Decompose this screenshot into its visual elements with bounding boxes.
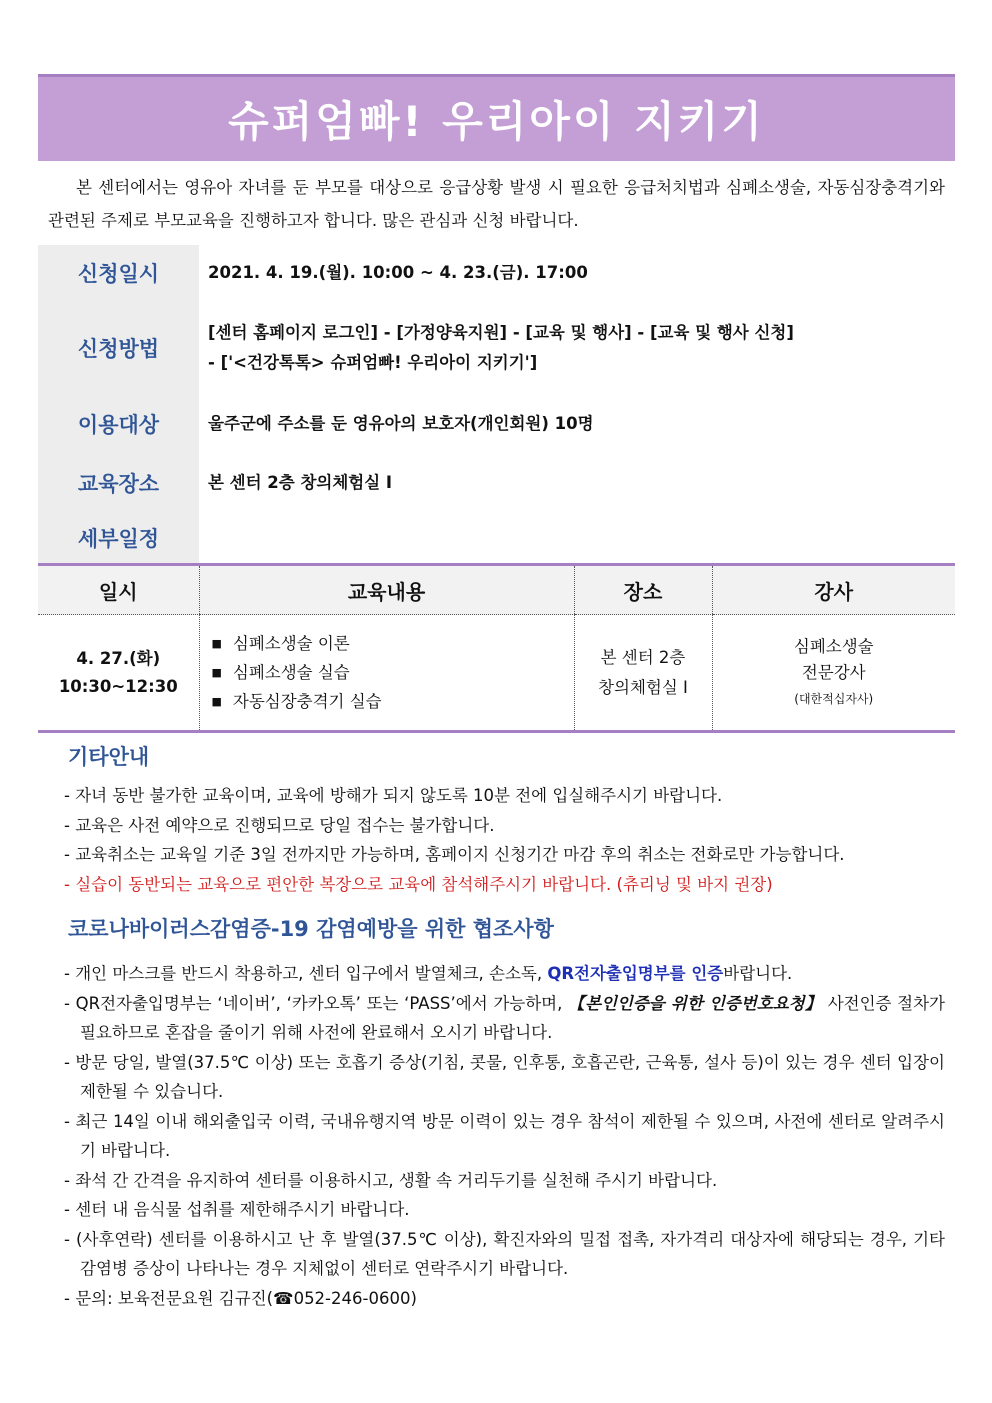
content-list (212, 629, 573, 716)
schedule-header-content: 교육내용 (199, 565, 574, 615)
list-item: - 방문 당일, 발열(37.5℃ 이상) 또는 호흡기 증상(기침, 콧물, 인후통, 호흡곤란, 근육통, 설사 등)이 있는 경우 센터 입장이 제한될 수 있습니다. (64, 1052, 945, 1101)
schedule-header-date: 일시 (38, 565, 199, 615)
document-page (38, 74, 955, 1313)
covid-title: 코로나바이러스감염증-19 감염예방을 위한 협조사항 (68, 917, 554, 941)
period-label: 신청일시 (77, 262, 160, 286)
schedule-place-line-2: 창의체험실 Ⅰ (598, 677, 688, 697)
schedule-place-line-1: 본 센터 2층 (600, 647, 686, 667)
qr-highlight: QR전자출입명부를 인증 (547, 964, 724, 983)
list-item: - 자녀 동반 불가한 교육이며, 교육에 방해가 되지 않도록 10분 전에 입실해주시기 바랍니다. (64, 786, 723, 805)
schedule-date: 4. 27.(화) (76, 648, 161, 668)
method-line-2: - ['<건강톡톡> 슈퍼엄빠! 우리아이 지키기'] (208, 353, 538, 372)
list-item: - (사후연락) 센터를 이용하시고 난 후 발열(37.5℃ 이상), 확진자와의 밀접 접촉, 자가격리 대상자에 해당되는 경우, 기타 감염병 증상이 나타나는 경우 지체없이 센터로 연락주시기 바랍니다. (64, 1229, 945, 1278)
info-block (38, 245, 955, 563)
page-title: 슈퍼엄빠! 우리아이 지키기 (228, 97, 765, 146)
info-labels-column (38, 245, 199, 563)
lecturer-line-1: 심폐소생술 (793, 636, 874, 656)
place-value: 본 센터 2층 창의체험실 Ⅰ (208, 473, 393, 492)
list-item: ■ 자동심장충격기 실습 (212, 687, 573, 716)
other-info-title: 기타안내 (68, 745, 150, 769)
info-values-column (199, 245, 955, 563)
red-notice: - 실습이 동반되는 교육으로 편안한 복장으로 교육에 참석해주시기 바랍니다. (츄리닝 및 바지 권장) (64, 874, 773, 894)
schedule-table (38, 563, 955, 733)
target-label: 이용대상 (77, 413, 160, 437)
list-item: - 개인 마스크를 반드시 착용하고, 센터 입구에서 발열체크, 손소독, QR전자출입명부를 인증바랍니다. (64, 964, 793, 983)
list-item: - 최근 14일 이내 해외출입국 이력, 국내유행지역 방문 이력이 있는 경우 참석이 제한될 수 있으며, 사전에 센터로 알려주시기 바랍니다. (64, 1111, 945, 1160)
table-row (38, 615, 955, 732)
method-label: 신청방법 (77, 337, 160, 361)
method-line-1: [센터 홈페이지 로그인] - [가정양육지원] - [교육 및 행사] - [교육 및 행사 신청] (208, 323, 794, 342)
schedule-header-lecturer: 강사 (712, 565, 955, 615)
list-item: - 교육은 사전 예약으로 진행되므로 당일 접수는 불가합니다. (64, 815, 495, 835)
title-banner (38, 74, 955, 161)
covid-notes (64, 959, 945, 1313)
list-item: - 교육취소는 교육일 기준 3일 전까지만 가능하며, 홈페이지 신청기간 마감 후의 취소는 전화로만 가능합니다. (64, 845, 845, 864)
auth-highlight: 【본인인증을 위한 인증번호요청】 (568, 993, 823, 1013)
period-value: 2021. 4. 19.(월). 10:00 ~ 4. 23.(금). 17:00 (208, 263, 588, 282)
list-item: ■ 심폐소생술 이론 (212, 629, 573, 658)
list-item: - 센터 내 음식물 섭취를 제한해주시기 바랍니다. (64, 1200, 410, 1219)
list-item: - 좌석 간 간격을 유지하여 센터를 이용하시고, 생활 속 거리두기를 실천해 주시기 바랍니다. (64, 1170, 718, 1190)
lecturer-line-2: 전문강사 (801, 662, 866, 682)
list-item: ■ 심폐소생술 실습 (212, 658, 573, 687)
intro-paragraph: 본 센터에서는 영유아 자녀를 둔 부모를 대상으로 응급상황 발생 시 필요한 응급처치법과 심폐소생술, 자동심장충격기와 관련된 주제로 부모교육을 진행하고자 합니다. 많은 관심과 신청 바랍니다. (48, 178, 945, 230)
list-item: - QR전자출입명부는 ‘네이버’, ‘카카오톡’ 또는 ‘PASS’에서 가능하며, 【본인인증을 위한 인증번호요청】 사전인증 절차가 필요하므로 혼잡을 줄이기 위해 사전에 완료해서 오시기 바랍니다. (64, 993, 945, 1042)
lecturer-org: (대한적십자사) (794, 691, 874, 706)
schedule-header-place: 장소 (574, 565, 712, 615)
other-notes (64, 781, 945, 899)
target-value: 울주군에 주소를 둔 영유아의 보호자(개인회원) 10명 (208, 414, 594, 433)
detail-label: 세부일정 (77, 527, 160, 551)
contact-info: - 문의: 보육전문요원 김규진(☎052-246-0600) (64, 1288, 417, 1308)
schedule-time: 10:30~12:30 (58, 676, 178, 696)
place-label: 교육장소 (77, 472, 160, 496)
